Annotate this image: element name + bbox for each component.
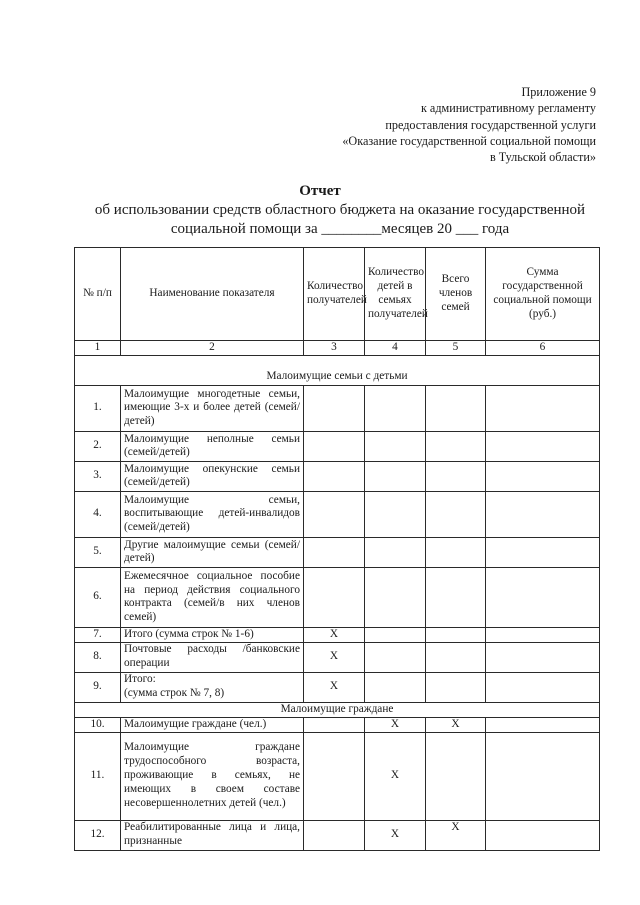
header-family-members: Всего членов семей (426, 248, 486, 341)
cell-sum (486, 537, 600, 567)
header-name: Наименование показателя (121, 248, 304, 341)
column-number: 6 (486, 341, 600, 356)
subtitle-line-1: об использовании средств областного бюджета на оказание государственной (94, 202, 586, 218)
row-name: Малоимущие неполные семьи (семей/детей) (121, 431, 304, 461)
column-number-row (75, 341, 600, 356)
appendix-block (342, 84, 596, 165)
row-name-line: (сумма строк № 7, 8) (124, 687, 225, 700)
row-number: 2. (75, 431, 121, 461)
header-recipients: Количество получателей (304, 248, 365, 341)
cell-children (365, 385, 426, 431)
cell-recipients (304, 567, 365, 627)
cell-children (365, 642, 426, 672)
subtitle-line-2: социальной помощи за ________месяцев 20 ___ года (170, 221, 510, 237)
section-row (75, 355, 600, 385)
document-subtitle (70, 201, 610, 239)
cell-sum (486, 431, 600, 461)
cell-recipients: X (304, 627, 365, 642)
cell-recipients (304, 537, 365, 567)
column-number: 3 (304, 341, 365, 356)
header-children: Количество детей в семьях получателей (365, 248, 426, 341)
cell-sum (486, 491, 600, 537)
row-number: 8. (75, 642, 121, 672)
cell-sum (486, 717, 600, 732)
row-number: 1. (75, 385, 121, 431)
cell-children (365, 537, 426, 567)
row-name: Малоимущие опекунские семьи (семей/детей) (121, 461, 304, 491)
header-row (75, 248, 600, 341)
cell-family-members (426, 491, 486, 537)
cell-recipients (304, 461, 365, 491)
table-row (75, 461, 600, 491)
section-row (75, 702, 600, 717)
cell-children (365, 627, 426, 642)
cell-sum (486, 567, 600, 627)
cell-children: X (365, 732, 426, 820)
table-row (75, 820, 600, 850)
cell-sum (486, 385, 600, 431)
cell-sum (486, 732, 600, 820)
cell-children (365, 431, 426, 461)
row-name: Другие малоимущие семьи (семей/детей) (121, 537, 304, 567)
table-row (75, 567, 600, 627)
cell-recipients (304, 491, 365, 537)
cell-sum (486, 642, 600, 672)
row-name: Реабилитированные лица и лица, признанные (121, 820, 304, 850)
appendix-line: «Оказание государственной социальной помощи (342, 133, 596, 148)
cell-recipients (304, 717, 365, 732)
appendix-line: предоставления государственной услуги (385, 117, 596, 132)
report-table (74, 247, 600, 851)
cell-children: X (365, 820, 426, 850)
row-name: Малоимущие многодетные семьи, имеющие 3-х и более детей (семей/детей) (121, 385, 304, 431)
cell-family-members (426, 461, 486, 491)
cell-sum (486, 461, 600, 491)
cell-recipients: X (304, 672, 365, 702)
table-row (75, 431, 600, 461)
cell-family-members (426, 642, 486, 672)
header-sum: Сумма государственной социальной помощи (руб.) (486, 248, 600, 341)
cell-family-members: X (426, 820, 486, 850)
cell-recipients (304, 732, 365, 820)
row-name: Почтовые расходы /банковские операции (121, 642, 304, 672)
row-number: 5. (75, 537, 121, 567)
row-name: Итого (сумма строк № 1-6) (121, 627, 304, 642)
cell-children (365, 461, 426, 491)
row-number: 7. (75, 627, 121, 642)
cell-family-members (426, 672, 486, 702)
row-name: Малоимущие граждане трудоспособного возраста, проживающие в семьях, не имеющих в своем составе несовершеннолетних детей (чел.) (121, 732, 304, 820)
cell-recipients: X (304, 642, 365, 672)
cell-family-members (426, 385, 486, 431)
cell-children (365, 672, 426, 702)
column-number: 4 (365, 341, 426, 356)
column-number: 2 (121, 341, 304, 356)
cell-children: X (365, 717, 426, 732)
cell-sum (486, 672, 600, 702)
row-number: 9. (75, 672, 121, 702)
row-name: Ежемесячное социальное пособие на период действия социального контракта (семей/в них членов семей) (121, 567, 304, 627)
row-name (121, 672, 304, 702)
cell-family-members (426, 627, 486, 642)
row-number: 10. (75, 717, 121, 732)
cell-recipients (304, 431, 365, 461)
cell-sum (486, 820, 600, 850)
column-number: 5 (426, 341, 486, 356)
cell-family-members (426, 537, 486, 567)
row-number: 6. (75, 567, 121, 627)
table-row (75, 491, 600, 537)
cell-recipients (304, 385, 365, 431)
cell-family-members: X (426, 717, 486, 732)
section-title: Малоимущие граждане (75, 702, 600, 717)
table-row (75, 642, 600, 672)
row-name-line: Итого: (124, 673, 156, 686)
table-row (75, 627, 600, 642)
column-number: 1 (75, 341, 121, 356)
cell-family-members (426, 732, 486, 820)
appendix-line: Приложение 9 (521, 85, 596, 99)
table-row (75, 717, 600, 732)
cell-family-members (426, 431, 486, 461)
document-title: Отчет (299, 183, 341, 199)
table-row (75, 732, 600, 820)
cell-family-members (426, 567, 486, 627)
cell-sum (486, 627, 600, 642)
header-num: № п/п (75, 248, 121, 341)
section-title: Малоимущие семьи с детьми (75, 355, 600, 385)
row-name: Малоимущие семьи, воспитывающие детей-инвалидов (семей/детей) (121, 491, 304, 537)
appendix-line: в Тульской области» (489, 150, 596, 165)
table-row (75, 537, 600, 567)
cell-recipients (304, 820, 365, 850)
row-name: Малоимущие граждане (чел.) (121, 717, 304, 732)
row-number: 3. (75, 461, 121, 491)
row-number: 4. (75, 491, 121, 537)
table-row (75, 672, 600, 702)
cell-children (365, 567, 426, 627)
row-number: 12. (75, 820, 121, 850)
row-number: 11. (75, 732, 121, 820)
cell-children (365, 491, 426, 537)
table-row (75, 385, 600, 431)
appendix-line: к административному регламенту (420, 101, 596, 116)
